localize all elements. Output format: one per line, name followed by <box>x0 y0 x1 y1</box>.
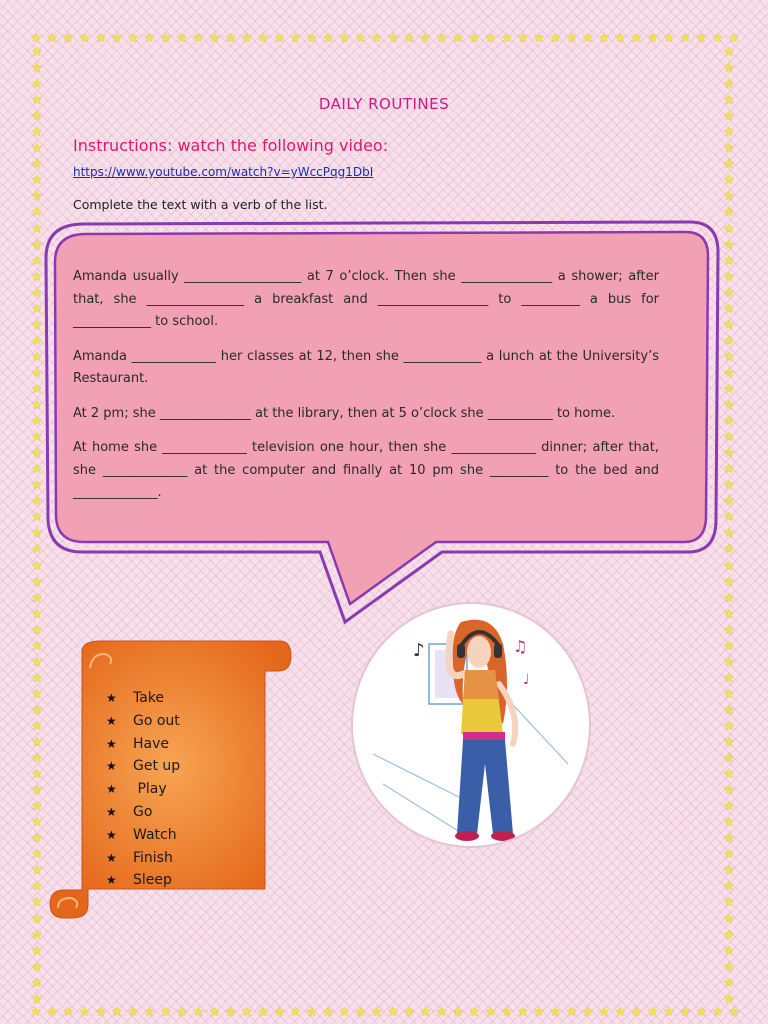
border-star-icon: ★ <box>31 253 43 269</box>
border-star-icon: ★ <box>723 975 735 991</box>
story-paragraph-4: At home she _____________ television one hour, then she _____________ dinner; after that, she _____________ at the computer and finally at 10 pm she _________ to the bed and _____________. <box>73 440 659 500</box>
verb-item: ★ Take <box>106 687 180 710</box>
border-star-icon: ★ <box>723 173 735 189</box>
border-star-icon: ★ <box>338 31 351 46</box>
border-star-icon: ★ <box>31 767 43 783</box>
border-star-icon: ★ <box>723 45 735 60</box>
border-star-icon: ★ <box>723 799 735 815</box>
border-star-icon: ★ <box>31 831 43 847</box>
border-star-icon: ★ <box>31 301 43 317</box>
border-star-icon: ★ <box>614 31 627 46</box>
star-bullet-icon: ★ <box>106 827 117 842</box>
border-star-icon: ★ <box>679 1005 692 1020</box>
border-star-icon: ★ <box>723 686 735 702</box>
border-star-icon: ★ <box>517 31 529 46</box>
border-star-icon: ★ <box>224 1005 237 1020</box>
border-star-icon: ★ <box>533 1005 545 1020</box>
border-star-icon: ★ <box>598 31 610 46</box>
border-star-icon: ★ <box>31 590 43 606</box>
border-star-icon: ★ <box>31 991 43 1007</box>
border-star-icon: ★ <box>241 31 253 46</box>
border-star-icon: ★ <box>723 702 735 718</box>
star-bullet-icon: ★ <box>106 759 117 774</box>
border-star-icon: ★ <box>192 31 204 46</box>
border-star-icon: ★ <box>403 31 416 46</box>
border-star-icon: ★ <box>723 494 735 510</box>
border-star-icon: ★ <box>500 31 513 46</box>
border-star-icon: ★ <box>452 31 464 46</box>
svg-text:♫: ♫ <box>513 637 528 656</box>
border-star-icon: ★ <box>143 31 156 46</box>
border-star-icon: ★ <box>31 462 43 478</box>
border-star-icon: ★ <box>370 31 383 46</box>
border-star-icon: ★ <box>723 606 735 622</box>
border-star-icon: ★ <box>711 31 724 46</box>
border-star-icon: ★ <box>370 1005 383 1020</box>
border-star-icon: ★ <box>723 590 735 606</box>
border-star-icon: ★ <box>31 189 43 205</box>
border-star-icon: ★ <box>31 526 43 542</box>
border-star-icon: ★ <box>354 1005 367 1020</box>
border-star-icon: ★ <box>30 1005 42 1020</box>
star-bullet-icon: ★ <box>106 713 117 728</box>
border-star-icon: ★ <box>31 686 43 702</box>
border-star-icon: ★ <box>31 221 43 237</box>
border-star-icon: ★ <box>176 1005 188 1020</box>
video-link[interactable]: https://www.youtube.com/watch?v=yWccPqg1DbI <box>73 165 374 179</box>
border-star-icon: ★ <box>31 61 43 77</box>
border-star-icon: ★ <box>723 141 735 157</box>
border-star-icon: ★ <box>723 574 735 590</box>
border-star-icon: ★ <box>723 943 735 959</box>
border-star-icon: ★ <box>46 31 58 46</box>
border-star-icon: ★ <box>565 31 578 46</box>
border-star-icon: ★ <box>679 31 692 46</box>
border-star-icon: ★ <box>31 381 43 397</box>
border-star-icon: ★ <box>208 31 221 46</box>
border-star-icon: ★ <box>31 959 43 975</box>
star-bullet-icon: ★ <box>106 736 117 751</box>
border-star-icon: ★ <box>723 622 735 638</box>
border-star-icon: ★ <box>31 414 43 430</box>
border-star-icon: ★ <box>31 446 43 462</box>
border-star-icon: ★ <box>565 1005 578 1020</box>
border-star-icon: ★ <box>723 767 735 783</box>
border-star-icon: ★ <box>31 494 43 510</box>
border-star-icon: ★ <box>723 205 735 221</box>
border-star-icon: ★ <box>31 670 43 686</box>
border-star-icon: ★ <box>549 1005 562 1020</box>
border-star-icon: ★ <box>192 1005 204 1020</box>
girl-illustration <box>351 602 591 848</box>
border-star-icon: ★ <box>723 510 735 526</box>
border-star-icon: ★ <box>273 1005 286 1020</box>
border-star-icon: ★ <box>31 558 43 574</box>
border-star-icon: ★ <box>663 1005 675 1020</box>
border-star-icon: ★ <box>31 751 43 767</box>
border-star-icon: ★ <box>723 751 735 767</box>
border-star-icon: ★ <box>723 333 735 349</box>
border-star-icon: ★ <box>31 93 43 109</box>
border-star-icon: ★ <box>614 1005 627 1020</box>
border-star-icon: ★ <box>695 1005 708 1020</box>
border-star-icon: ★ <box>30 31 42 46</box>
border-star-icon: ★ <box>31 141 43 157</box>
border-star-icon: ★ <box>176 31 188 46</box>
border-star-icon: ★ <box>31 863 43 879</box>
border-star-icon: ★ <box>517 1005 529 1020</box>
border-star-icon: ★ <box>31 45 43 60</box>
border-star-icon: ★ <box>127 31 140 46</box>
border-star-icon: ★ <box>31 943 43 959</box>
border-star-icon: ★ <box>111 1005 123 1020</box>
border-star-icon: ★ <box>257 1005 269 1020</box>
border-star-icon: ★ <box>723 221 735 237</box>
border-star-icon: ★ <box>484 31 497 46</box>
verb-item: ★ Watch <box>106 824 180 847</box>
border-star-icon: ★ <box>723 237 735 253</box>
border-star-icon: ★ <box>31 911 43 927</box>
border-star-icon: ★ <box>31 815 43 831</box>
story-paragraph-1: Amanda usually __________________ at 7 o’clock. Then she ______________ a shower; after that, she _______________ a breakfast and _________________ to _________ a bus for ____________ to school. <box>73 269 659 329</box>
border-star-icon: ★ <box>305 31 318 46</box>
border-star-icon: ★ <box>723 430 735 446</box>
border-star-icon: ★ <box>31 718 43 734</box>
border-star-icon: ★ <box>289 31 302 46</box>
border-star-icon: ★ <box>31 269 43 285</box>
border-star-icon: ★ <box>31 895 43 911</box>
task-text: Complete the text with a verb of the list. <box>73 197 328 212</box>
border-star-icon: ★ <box>305 1005 318 1020</box>
border-star-icon: ★ <box>435 1005 448 1020</box>
border-star-icon: ★ <box>31 606 43 622</box>
border-star-icon: ★ <box>723 157 735 173</box>
border-star-icon: ★ <box>723 253 735 269</box>
star-bullet-icon: ★ <box>106 850 117 865</box>
border-star-icon: ★ <box>723 815 735 831</box>
border-star-icon: ★ <box>723 558 735 574</box>
border-star-icon: ★ <box>728 1005 740 1020</box>
border-star-icon: ★ <box>31 430 43 446</box>
border-star-icon: ★ <box>468 31 480 46</box>
star-bullet-icon: ★ <box>106 873 117 888</box>
border-star-icon: ★ <box>31 975 43 991</box>
border-star-icon: ★ <box>723 317 735 333</box>
border-star-icon: ★ <box>31 285 43 301</box>
border-star-icon: ★ <box>224 31 237 46</box>
border-star-icon: ★ <box>723 269 735 285</box>
border-star-icon: ★ <box>31 847 43 863</box>
border-star-icon: ★ <box>723 718 735 734</box>
border-star-icon: ★ <box>31 638 43 654</box>
border-star-icon: ★ <box>723 670 735 686</box>
border-star-icon: ★ <box>31 237 43 253</box>
border-star-icon: ★ <box>387 31 399 46</box>
border-star-icon: ★ <box>723 301 735 317</box>
border-star-icon: ★ <box>387 1005 399 1020</box>
border-star-icon: ★ <box>723 959 735 975</box>
border-star-icon: ★ <box>723 349 735 365</box>
border-star-icon: ★ <box>46 1005 58 1020</box>
page-title: DAILY ROUTINES <box>318 95 450 113</box>
border-star-icon: ★ <box>723 109 735 125</box>
border-star-icon: ★ <box>723 638 735 654</box>
border-star-icon: ★ <box>127 1005 140 1020</box>
border-star-icon: ★ <box>31 735 43 751</box>
border-star-icon: ★ <box>581 1005 594 1020</box>
border-star-icon: ★ <box>31 702 43 718</box>
border-star-icon: ★ <box>31 574 43 590</box>
border-star-icon: ★ <box>78 31 91 46</box>
verb-item: ★ Get up <box>106 755 180 778</box>
border-star-icon: ★ <box>723 381 735 397</box>
border-star-icon: ★ <box>723 879 735 895</box>
border-star-icon: ★ <box>159 1005 172 1020</box>
border-star-icon: ★ <box>711 1005 724 1020</box>
border-star-icon: ★ <box>31 365 43 381</box>
story-paragraph-3: At 2 pm; she ______________ at the library, then at 5 o’clock she __________ to home. <box>73 405 616 421</box>
border-star-icon: ★ <box>723 478 735 494</box>
border-star-icon: ★ <box>646 31 659 46</box>
border-star-icon: ★ <box>728 31 740 46</box>
border-star-icon: ★ <box>723 911 735 927</box>
border-star-icon: ★ <box>31 173 43 189</box>
border-star-icon: ★ <box>143 1005 156 1020</box>
border-star-icon: ★ <box>630 1005 643 1020</box>
border-star-icon: ★ <box>723 526 735 542</box>
border-star-icon: ★ <box>31 927 43 943</box>
verb-item: ★ Sleep <box>106 869 180 892</box>
verb-list <box>106 687 180 892</box>
svg-text:♩: ♩ <box>523 672 530 688</box>
border-star-icon: ★ <box>31 333 43 349</box>
border-star-icon: ★ <box>598 1005 610 1020</box>
border-star-icon: ★ <box>723 462 735 478</box>
border-star-icon: ★ <box>723 847 735 863</box>
border-star-icon: ★ <box>723 542 735 558</box>
verb-item: ★ Go <box>106 801 180 824</box>
border-star-icon: ★ <box>31 654 43 670</box>
border-star-icon: ★ <box>31 510 43 526</box>
star-bullet-icon: ★ <box>106 782 117 797</box>
border-star-icon: ★ <box>452 1005 464 1020</box>
border-star-icon: ★ <box>646 1005 659 1020</box>
border-star-icon: ★ <box>31 622 43 638</box>
border-star-icon: ★ <box>94 1005 107 1020</box>
border-star-icon: ★ <box>354 31 367 46</box>
border-star-icon: ★ <box>94 31 107 46</box>
border-star-icon: ★ <box>338 1005 351 1020</box>
border-star-icon: ★ <box>723 783 735 799</box>
verb-item: ★ Go out <box>106 710 180 733</box>
border-star-icon: ★ <box>31 157 43 173</box>
border-star-icon: ★ <box>31 478 43 494</box>
instructions-heading: Instructions: watch the following video: <box>73 136 389 155</box>
border-star-icon: ★ <box>549 31 562 46</box>
border-star-icon: ★ <box>695 31 708 46</box>
border-star-icon: ★ <box>241 1005 253 1020</box>
border-star-icon: ★ <box>31 398 43 414</box>
border-star-icon: ★ <box>723 61 735 77</box>
border-star-icon: ★ <box>31 349 43 365</box>
border-star-icon: ★ <box>500 1005 513 1020</box>
border-star-icon: ★ <box>723 365 735 381</box>
border-star-icon: ★ <box>31 542 43 558</box>
border-star-icon: ★ <box>581 31 594 46</box>
border-star-icon: ★ <box>62 31 75 46</box>
border-star-icon: ★ <box>289 1005 302 1020</box>
border-star-icon: ★ <box>31 205 43 221</box>
border-star-icon: ★ <box>484 1005 497 1020</box>
border-star-icon: ★ <box>723 414 735 430</box>
border-star-icon: ★ <box>31 109 43 125</box>
verb-item: ★ Play <box>106 778 180 801</box>
verb-item: ★ Have <box>106 733 180 756</box>
border-star-icon: ★ <box>468 1005 480 1020</box>
border-star-icon: ★ <box>723 863 735 879</box>
border-star-icon: ★ <box>723 125 735 141</box>
border-star-icon: ★ <box>322 31 334 46</box>
border-star-icon: ★ <box>663 31 675 46</box>
border-star-icon: ★ <box>435 31 448 46</box>
border-star-icon: ★ <box>630 31 643 46</box>
border-star-icon: ★ <box>31 879 43 895</box>
border-star-icon: ★ <box>533 31 545 46</box>
border-star-icon: ★ <box>322 1005 334 1020</box>
border-star-icon: ★ <box>723 735 735 751</box>
border-star-icon: ★ <box>111 31 123 46</box>
border-star-icon: ★ <box>273 31 286 46</box>
border-star-icon: ★ <box>31 783 43 799</box>
border-star-icon: ★ <box>723 895 735 911</box>
border-star-icon: ★ <box>403 1005 416 1020</box>
border-star-icon: ★ <box>723 189 735 205</box>
border-star-icon: ★ <box>723 927 735 943</box>
border-star-icon: ★ <box>723 77 735 93</box>
border-star-icon: ★ <box>723 398 735 414</box>
border-star-icon: ★ <box>31 77 43 93</box>
border-star-icon: ★ <box>723 991 735 1007</box>
svg-text:♪: ♪ <box>413 640 425 661</box>
border-star-icon: ★ <box>31 125 43 141</box>
border-star-icon: ★ <box>159 31 172 46</box>
border-star-icon: ★ <box>419 1005 432 1020</box>
story-paragraph-2: Amanda _____________ her classes at 12, then she ____________ a lunch at the University’s Restaurant. <box>73 348 659 386</box>
border-star-icon: ★ <box>419 31 432 46</box>
star-bullet-icon: ★ <box>106 804 117 819</box>
border-star-icon: ★ <box>723 654 735 670</box>
border-star-icon: ★ <box>257 31 269 46</box>
border-star-icon: ★ <box>208 1005 221 1020</box>
verb-item: ★ Finish <box>106 847 180 870</box>
border-star-icon: ★ <box>723 93 735 109</box>
border-star-icon: ★ <box>78 1005 91 1020</box>
border-star-icon: ★ <box>723 285 735 301</box>
border-star-icon: ★ <box>723 831 735 847</box>
star-bullet-icon: ★ <box>106 691 117 705</box>
border-star-icon: ★ <box>723 446 735 462</box>
border-star-icon: ★ <box>62 1005 75 1020</box>
border-star-icon: ★ <box>31 317 43 333</box>
border-star-icon: ★ <box>31 799 43 815</box>
